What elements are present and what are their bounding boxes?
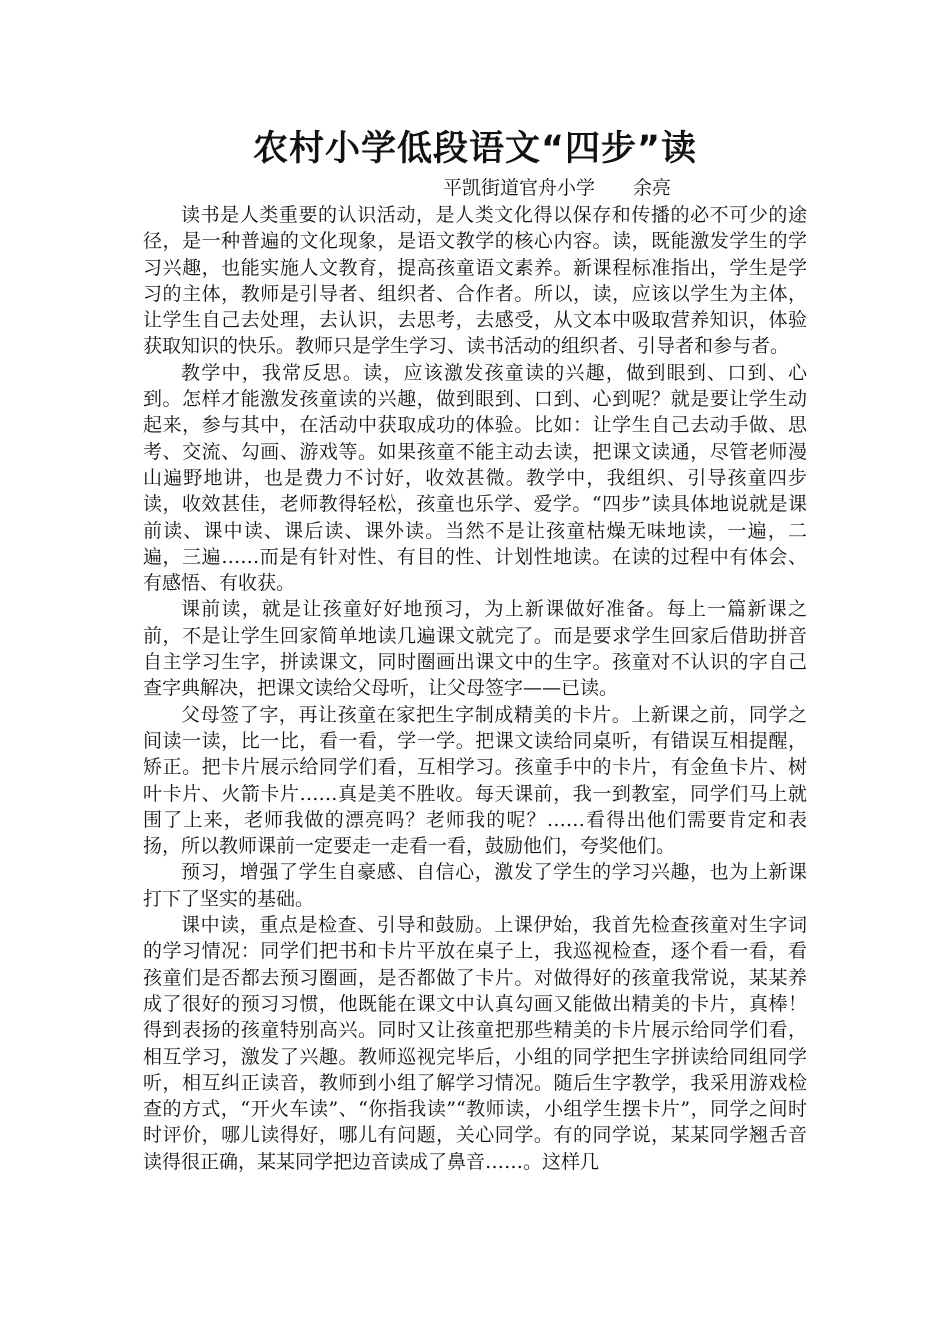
paragraph: 课中读，重点是检查、引导和鼓励。上课伊始，我首先检查孩童对生字词的学习情况：同学们把书和卡片平放在桌子上，我巡视检查，逐个看一看，看孩童们是否都去预习圈画，是否都做了卡片。对做得好的孩童我常说，某某养成了很好的预习习惯，他既能在课文中认真勾画又能做出精美的卡片，真棒！得到表扬的孩童特别高兴。同时又让孩童把那些精美的卡片展示给同学们看，相互学习，激发了兴趣。教师巡视完毕后，小组的同学把生字拼读给同组同学听，相互纠正读音，教师到小组了解学习情况。随后生字教学，我采用游戏检查的方式，“开火车读”、“你指我读”“教师读，小组学生摆卡片”，同学之间时时评价，哪儿读得好，哪儿有问题，关心同学。有的同学说，某某同学翘舌音读得很正确，某某同学把边音读成了鼻音……。这样几 bbox=[143, 914, 807, 1173]
paragraph: 课前读，就是让孩童好好地预习，为上新课做好准备。每上一篇新课之前，不是让学生回家简单地读几遍课文就完了。而是要求学生回家后借助拼音自主学习生字，拼读课文，同时圈画出课文中的生字。孩童对不认识的字自己查字典解决，把课文读给父母听，让父母签字——已读。 bbox=[143, 598, 807, 700]
document-title: 农村小学低段语文“四步”读 bbox=[252, 129, 697, 169]
author-byline: 平凯街道官舟小学 余亮 bbox=[443, 177, 672, 199]
paragraph: 父母签了字，再让孩童在家把生字制成精美的卡片。上新课之前，同学之间读一读，比一比，看一看，学一学。把课文读给同桌听，有错误互相提醒，矫正。把卡片展示给同学们看，互相学习。孩童手中的卡片，有金鱼卡片、树叶卡片、火箭卡片……真是美不胜收。每天课前，我一到教室，同学们马上就围了上来，老师我做的漂亮吗？老师我的呢？……看得出他们需要肯定和表扬，所以教师课前一定要走一走看一看，鼓励他们，夸奖他们。 bbox=[143, 703, 807, 858]
document-body bbox=[143, 202, 807, 1175]
document-page bbox=[143, 125, 807, 1175]
paragraph: 教学中，我常反思。读，应该激发孩童读的兴趣，做到眼到、口到、心到。怎样才能激发孩童读的兴趣，做到眼到、口到、心到呢？就是要让学生动起来，参与其中，在活动中获取成功的体验。比如：让学生自己去动手做、思考、交流、勾画、游戏等。如果孩童不能主动去读，把课文读通，尽管老师漫山遍野地讲，也是费力不讨好，收效甚微。教学中，我组织、引导孩童四步读，收效甚佳，老师教得轻松，孩童也乐学、爱学。“四步”读具体地说就是课前读、课中读、课后读、课外读。当然不是让孩童枯燥无味地读，一遍，二遍，三遍……而是有针对性、有目的性、计划性地读。在读的过程中有体会、有感悟、有收获。 bbox=[143, 361, 807, 595]
paragraph: 预习，增强了学生自豪感、自信心，激发了学生的学习兴趣，也为上新课打下了坚实的基础。 bbox=[143, 861, 807, 910]
paragraph: 读书是人类重要的认识活动，是人类文化得以保存和传播的必不可少的途径，是一种普遍的文化现象，是语文教学的核心内容。读，既能激发学生的学习兴趣，也能实施人文教育，提高孩童语文素养。新课程标准指出，学生是学习的主体，教师是引导者、组织者、合作者。所以，读，应该以学生为主体，让学生自己去处理，去认识，去思考，去感受，从文本中吸取营养知识，体验获取知识的快乐。教师只是学生学习、读书活动的组织者、引导者和参与者。 bbox=[143, 204, 807, 358]
